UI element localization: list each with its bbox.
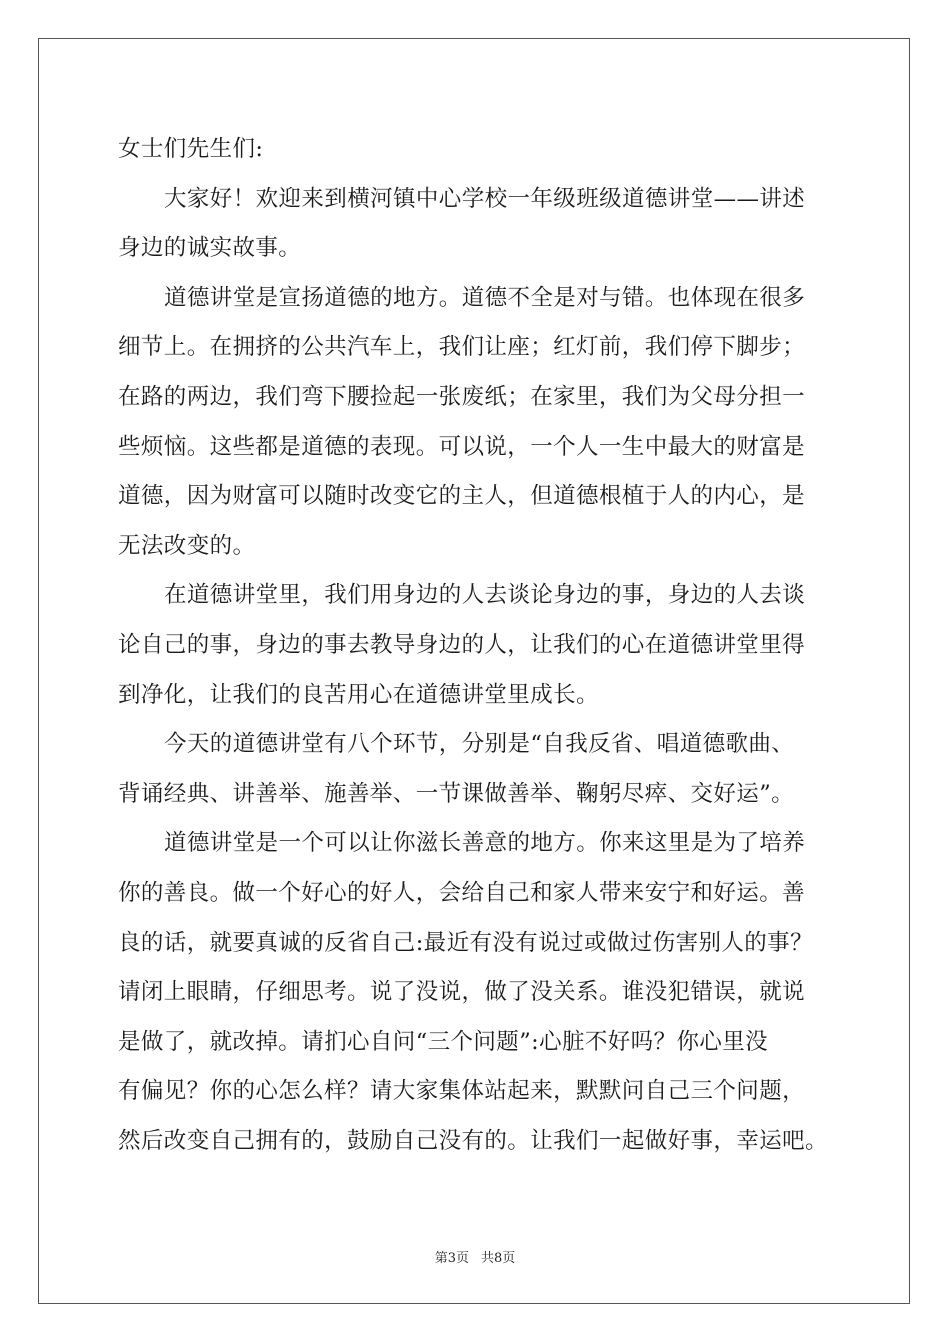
- page-footer: [0, 1247, 950, 1266]
- text-line: 然后改变自己拥有的，鼓励自己没有的。让我们一起做好事，幸运吧。: [118, 1127, 828, 1154]
- text-line: 你的善良。做一个好心的好人，会给自己和家人带来安宁和好运。善: [118, 879, 806, 906]
- text-line: 身边的诚实故事。: [118, 235, 302, 262]
- text-line: 是做了，就改掉。请扪心自问“三个问题”:心脏不好吗？你心里没: [118, 1028, 769, 1055]
- text-line: 论自己的事，身边的事去教导身边的人，让我们的心在道德讲堂里得: [118, 631, 806, 658]
- salutation: 女士们先生们:: [118, 136, 264, 162]
- text-line: 无法改变的。: [118, 532, 256, 559]
- text-line: 在路的两边，我们弯下腰捡起一张废纸；在家里，我们为父母分担一: [118, 383, 806, 410]
- text-line: 背诵经典、讲善举、施善举、一节课做善举、鞠躬尽瘁、交好运”。: [118, 780, 795, 807]
- text-line: 到净化，让我们的良苦用心在道德讲堂里成长。: [118, 681, 599, 708]
- text-line: 良的话，就要真诚的反省自己:最近有没有说过或做过伤害别人的事？: [118, 929, 813, 956]
- paragraph-lines: [118, 175, 838, 1167]
- text-line: 细节上。在拥挤的公共汽车上，我们让座；红灯前，我们停下脚步；: [118, 334, 806, 361]
- document-body: [118, 125, 838, 1166]
- text-line: 些烦恼。这些都是道德的表现。可以说，一个人一生中最大的财富是: [118, 433, 806, 460]
- page-total: 共8页: [481, 1251, 516, 1266]
- text-line: 道德，因为财富可以随时改变它的主人，但道德根植于人的内心，是: [118, 483, 806, 510]
- text-line: 有偏见？你的心怎么样？请大家集体站起来，默默问自己三个问题，: [118, 1078, 806, 1105]
- text-line: 道德讲堂是宣扬道德的地方。道德不全是对与错。也体现在很多: [164, 284, 806, 311]
- text-line: 请闭上眼睛，仔细思考。说了没说，做了没关系。谁没犯错误，就说: [118, 979, 806, 1006]
- text-line: 道德讲堂是一个可以让你滋长善意的地方。你来这里是为了培养: [164, 830, 806, 857]
- page-current: 第3页: [434, 1251, 469, 1266]
- text-line: 在道德讲堂里，我们用身边的人去谈论身边的事，身边的人去谈: [164, 582, 806, 609]
- text-line: 今天的道德讲堂有八个环节，分别是“自我反省、唱道德歌曲、: [164, 731, 795, 758]
- text-line: 大家好！欢迎来到横河镇中心学校一年级班级道德讲堂——讲述: [164, 185, 806, 212]
